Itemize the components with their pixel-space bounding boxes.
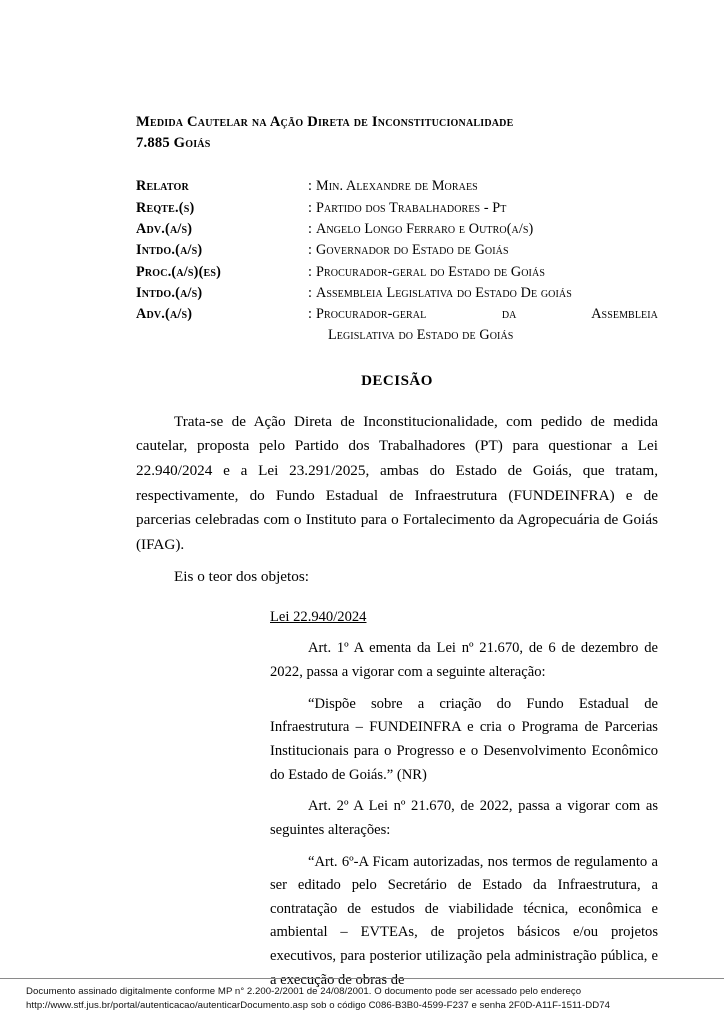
party-row (136, 283, 658, 304)
party-value: Min. Alexandre de Moraes (316, 178, 478, 195)
party-colon: : (308, 263, 312, 280)
party-row (136, 176, 658, 197)
party-row (136, 219, 658, 240)
page-title-line1: Medida Cautelar na Ação Direta de Inconstitucionalidade (136, 114, 514, 130)
party-row (136, 198, 658, 219)
party-row (136, 262, 658, 283)
party-label: Adv.(a/s) (136, 306, 193, 323)
party-colon: : (308, 220, 312, 237)
party-value: Partido dos Trabalhadores - Pt (316, 199, 507, 216)
footer-line-url: http://www.stf.jus.br/portal/autenticacao/autenticarDocumento.asp sob o código C086-B3B0-4599-F237 e senha 2F0D-A11F-1511-DD74 (26, 999, 611, 1011)
party-colon: : (308, 242, 312, 259)
party-colon: : (308, 306, 312, 323)
document-body (136, 112, 658, 1000)
page-title (136, 112, 658, 154)
decision-heading: DECISÃO (361, 372, 433, 389)
party-value: Governador do Estado de Goiás (316, 242, 509, 259)
party-value: Procurador-geral da Assembleia (316, 306, 658, 323)
party-value: Procurador-geral do Estado de Goiás (316, 263, 545, 280)
party-label: Intdo.(a/s) (136, 284, 203, 301)
quoted-article: Art. 1º A ementa da Lei nº 21.670, de 6 de dezembro de 2022, passa a vigorar com a seguinte alteração: (270, 640, 658, 681)
paragraph: Trata-se de Ação Direta de Inconstitucionalidade, com pedido de medida cautelar, proposta pelo Partido dos Trabalhadores (PT) para questionar a Lei 22.940/2024 e a Lei 23.291/2025, ambas do Estado de Goiás, que tratam, respectivamente, do Fundo Estadual de Infraestrutura (FUNDEINFRA) e de parcerias celebradas com o Instituto para o Fortalecimento da Agropecuária de Goiás (IFAG). (136, 412, 658, 553)
party-value-continuation: Legislativa do Estado de Goiás (328, 327, 514, 344)
party-label: Proc.(a/s)(es) (136, 263, 222, 280)
party-colon: : (308, 284, 312, 301)
law-reference-label (136, 606, 658, 629)
party-value: Assembleia Legislativa do Estado De goiás (316, 284, 572, 301)
party-colon: : (308, 178, 312, 195)
party-value: Angelo Longo Ferraro e Outro(a/s) (316, 220, 534, 237)
party-row (136, 240, 658, 261)
party-row-continuation (136, 325, 658, 346)
party-label: Adv.(a/s) (136, 220, 193, 237)
footer-line-signature: Documento assinado digitalmente conforme MP n° 2.200-2/2001 de 24/08/2001. O documento pode ser acessado pelo endereço (26, 986, 582, 997)
party-label: Relator (136, 178, 189, 195)
page-footer (0, 978, 724, 1024)
law-reference-text: Lei 22.940/2024 (270, 609, 367, 626)
quoted-text: “Dispõe sobre a criação do Fundo Estadual de Infraestrutura – FUNDEINFRA e cria o Programa de Parcerias Institucionais para o Progresso e o Desenvolvimento Econômico do Estado de Goiás.” (NR) (270, 695, 658, 783)
party-label: Intdo.(a/s) (136, 242, 203, 259)
page-title-line2: 7.885 Goiás (136, 135, 211, 152)
party-label: Reqte.(s) (136, 199, 195, 216)
party-colon: : (308, 199, 312, 216)
party-row (136, 304, 658, 325)
quoted-article: Art. 2º A Lei nº 21.670, de 2022, passa a vigorar com as seguintes alterações: (270, 798, 658, 838)
paragraph: Eis o teor dos objetos: (174, 568, 309, 586)
parties-list (136, 176, 658, 346)
quoted-text: “Art. 6º-A Ficam autorizadas, nos termos de regulamento a ser editado pelo Secretário de Estado da Infraestrutura, a contratação de estudos de viabilidade técnica, econômica e ambiental – EVTEAs, de projetos básicos e/ou projetos executivos, para posterior utilização pela administração pública, e a execução de obras de (270, 853, 658, 988)
